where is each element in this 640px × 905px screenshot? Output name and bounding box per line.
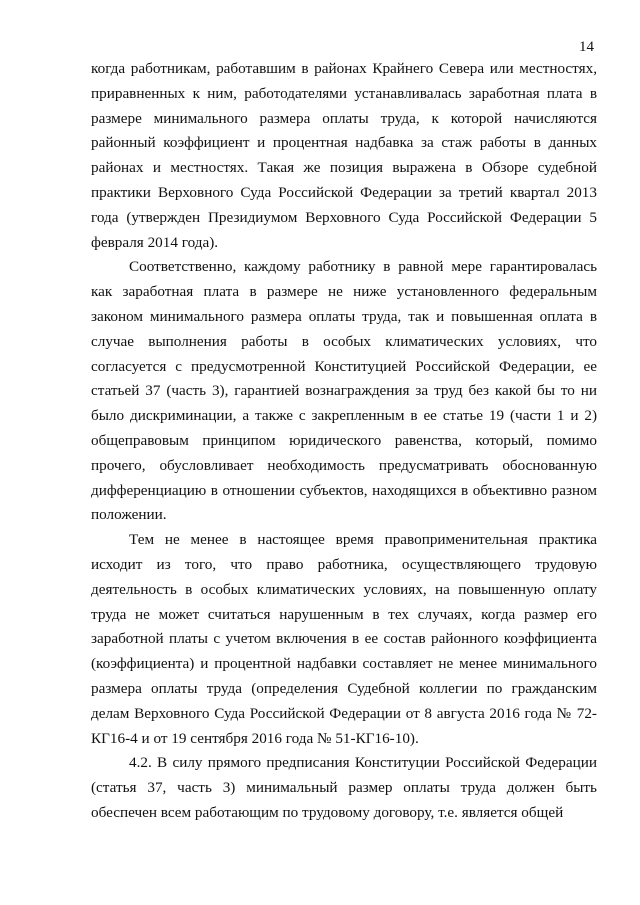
paragraph-continuation: когда работникам, работавшим в районах Крайнего Севера или местностях, приравненных к ним, работодателями устанавливалась заработная плата в размере минимального размера оплаты труда, к которой начисляются районный коэффициент и процентная надбавка за стаж работы в данных районах и местностях. Такая же позиция выражена в Обзоре судебной практики Верховного Суда Российской Федерации за третий квартал 2013 года (утвержден Президиумом Верховного Суда Российской Федерации 5 февраля 2014 года). — [91, 60, 597, 251]
paragraph-guarantee: Соответственно, каждому работнику в равной мере гарантировалась как заработная плата в размере не ниже установленного федеральным законом минимального размера оплаты труда, так и повышенная оплата в случае выполнения работы в особых климатических условиях, что согласуется с предусмотренной Конституцией Российской Федерации, ее статьей 37 (часть 3), гарантией вознаграждения за труд без какой бы то ни было дискриминации, а также с закрепленным в ее статье 19 (части 1 и 2) общеправовым принципом юридического равенства, который, помимо прочего, обусловливает необходимость предусматривать обоснованную дифференциацию в отношении субъектов, находящихся в объективно разном положении. — [91, 258, 597, 524]
paragraph-practice: Тем не менее в настоящее время правоприменительная практика исходит из того, что право работника, осуществляющего трудовую деятельность в особых климатических условиях, на повышенную оплату труда не может считаться нарушенным в тех случаях, когда размер его заработной платы с учетом включения в ее состав районного коэффициента (коэффициента) и процентной надбавки составляет не менее минимального размера оплаты труда (определения Судебной коллегии по гражданским делам Верховного Суда Российской Федерации от 8 августа 2016 года № 72-КГ16-4 и от 19 сентября 2016 года № 51-КГ16-10). — [91, 531, 597, 747]
document-body — [91, 57, 597, 826]
page-number: 14 — [579, 39, 594, 55]
paragraph-section-4-2: 4.2. В силу прямого предписания Конституции Российской Федерации (статья 37, часть 3) минимальный размер оплаты труда должен быть обеспечен всем работающим по трудовому договору, т.е. является общей — [91, 754, 597, 821]
